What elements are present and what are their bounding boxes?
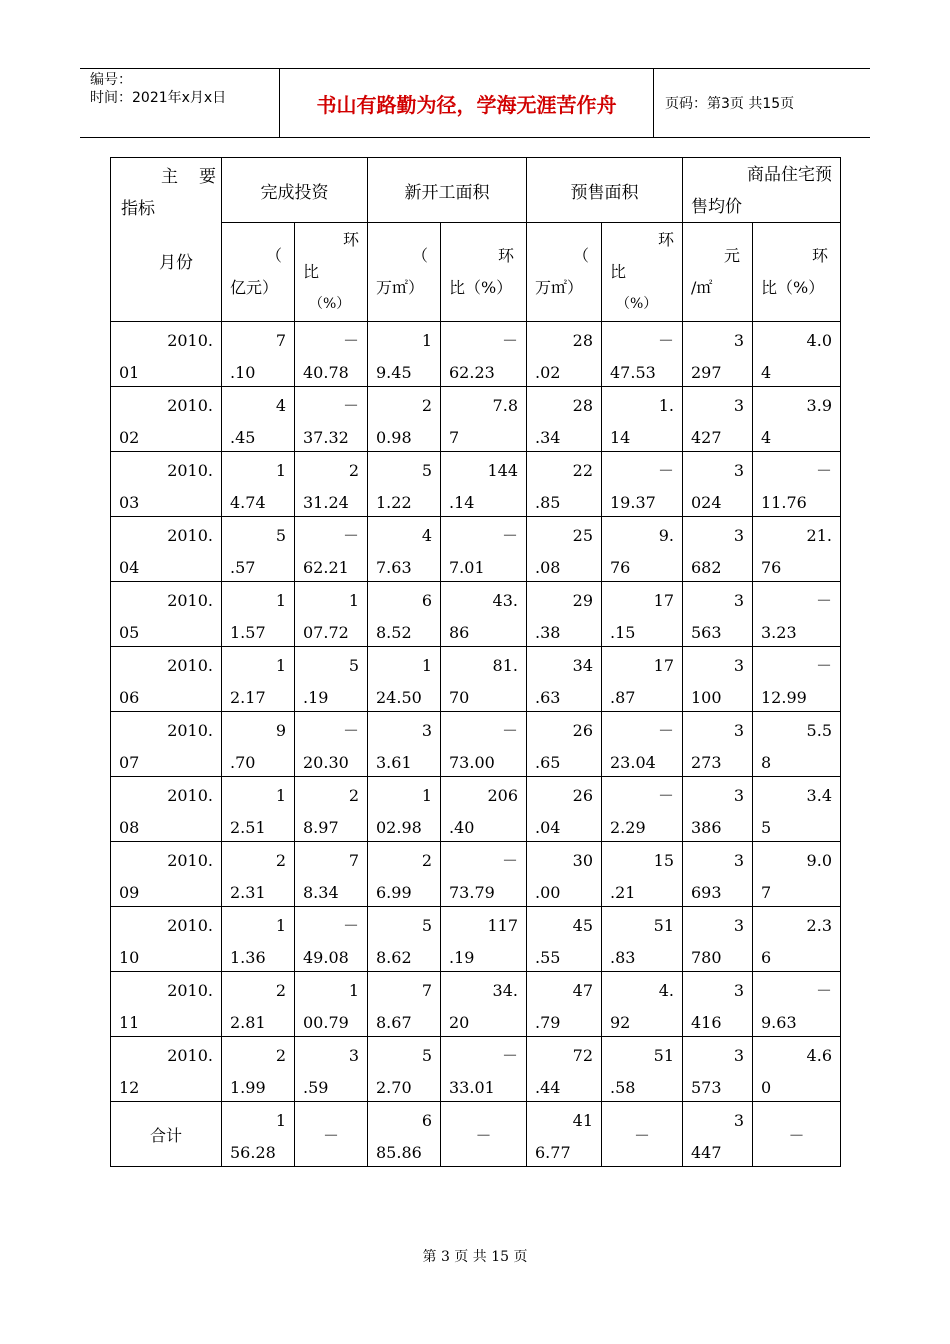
table-cell: 81. 70 <box>441 647 527 712</box>
table-cell: 144 .14 <box>441 452 527 517</box>
table-cell: 9 .70 <box>222 712 295 777</box>
table-cell: 30 .00 <box>527 842 602 907</box>
table-cell: 45 .55 <box>527 907 602 972</box>
table-cell: 2010. 04 <box>111 517 222 582</box>
table-cell: － 20.30 <box>295 712 368 777</box>
table-cell: 1 02.98 <box>368 777 441 842</box>
table-cell: 2010. 09 <box>111 842 222 907</box>
total-row <box>111 1102 841 1167</box>
group-header: 新开工面积 <box>368 158 527 223</box>
number-label: 编号： <box>90 72 132 88</box>
table-cell: 1 1.57 <box>222 582 295 647</box>
table-cell: 9.0 7 <box>753 842 841 907</box>
table-cell: － 49.08 <box>295 907 368 972</box>
table-cell: － 33.01 <box>441 1037 527 1102</box>
table-row <box>111 1037 841 1102</box>
table-row <box>111 712 841 777</box>
table-cell: 4.0 4 <box>753 322 841 387</box>
group-header: 完成投资 <box>222 158 368 223</box>
table-row <box>111 322 841 387</box>
table-cell: 3 386 <box>683 777 753 842</box>
table-cell: 3 682 <box>683 517 753 582</box>
table-cell: 1 2.51 <box>222 777 295 842</box>
unit-header: 环 比（%） <box>753 223 841 322</box>
table-row <box>111 972 841 1037</box>
table-cell: 22 .85 <box>527 452 602 517</box>
table-cell: 2 8.97 <box>295 777 368 842</box>
table-cell: 5 .57 <box>222 517 295 582</box>
table-cell: 29 .38 <box>527 582 602 647</box>
table-cell: 3 780 <box>683 907 753 972</box>
table-cell: 2 6.99 <box>368 842 441 907</box>
table-cell: 15 .21 <box>602 842 683 907</box>
table-cell: 5 8.62 <box>368 907 441 972</box>
table-cell: － 73.00 <box>441 712 527 777</box>
table-cell: 2010. 03 <box>111 452 222 517</box>
table-cell: 2 1.99 <box>222 1037 295 1102</box>
table-cell: 2010. 12 <box>111 1037 222 1102</box>
table-cell: 17 .15 <box>602 582 683 647</box>
table-cell: － 3.23 <box>753 582 841 647</box>
table-cell: 4 7.63 <box>368 517 441 582</box>
table-cell: 3 693 <box>683 842 753 907</box>
table-cell: 6 8.52 <box>368 582 441 647</box>
table-cell: 2010. 10 <box>111 907 222 972</box>
table-cell: 6 85.86 <box>368 1102 441 1167</box>
group-header: 预售面积 <box>527 158 683 223</box>
time-label: 时间：2021年x月x日 <box>90 90 227 106</box>
table-cell: 51 .83 <box>602 907 683 972</box>
unit-header: 元 /㎡ <box>683 223 753 322</box>
table-cell: 2 2.81 <box>222 972 295 1037</box>
table-cell: 2010. 07 <box>111 712 222 777</box>
table-cell: － <box>295 1102 368 1167</box>
table-cell: 2010. 02 <box>111 387 222 452</box>
table-cell: 2010. 11 <box>111 972 222 1037</box>
real-estate-table <box>110 157 841 1167</box>
table-cell: 2 31.24 <box>295 452 368 517</box>
table-cell: － <box>753 1102 841 1167</box>
table-cell: 25 .08 <box>527 517 602 582</box>
table-cell: 4. 92 <box>602 972 683 1037</box>
table-cell: 9. 76 <box>602 517 683 582</box>
table-cell: 3 273 <box>683 712 753 777</box>
table-cell: － <box>602 1102 683 1167</box>
table-cell: 21. 76 <box>753 517 841 582</box>
table-cell: 1. 14 <box>602 387 683 452</box>
table-row <box>111 777 841 842</box>
table-cell: 47 .79 <box>527 972 602 1037</box>
table-cell: 41 6.77 <box>527 1102 602 1167</box>
table-cell: － 11.76 <box>753 452 841 517</box>
table-cell: － 19.37 <box>602 452 683 517</box>
table-cell: － <box>441 1102 527 1167</box>
table-cell: 3.4 5 <box>753 777 841 842</box>
table-cell: 43. 86 <box>441 582 527 647</box>
table-cell: 5 1.22 <box>368 452 441 517</box>
table-cell: 2.3 6 <box>753 907 841 972</box>
table-cell: 28 .02 <box>527 322 602 387</box>
table-cell: 5 .19 <box>295 647 368 712</box>
table-cell: 5.5 8 <box>753 712 841 777</box>
unit-header: （ 万㎡） <box>527 223 602 322</box>
table-cell: － 9.63 <box>753 972 841 1037</box>
total-label: 合计 <box>111 1102 222 1167</box>
table-cell: 7.8 7 <box>441 387 527 452</box>
group-header: 商品住宅预 售均价 <box>683 158 841 223</box>
table-row <box>111 907 841 972</box>
table-cell: 51 .58 <box>602 1037 683 1102</box>
table-cell: － 7.01 <box>441 517 527 582</box>
table-cell: 4 .45 <box>222 387 295 452</box>
table-cell: 3 427 <box>683 387 753 452</box>
table-row <box>111 387 841 452</box>
table-cell: 1 2.17 <box>222 647 295 712</box>
table-cell: 3 573 <box>683 1037 753 1102</box>
table-cell: 5 2.70 <box>368 1037 441 1102</box>
table-cell: － 62.23 <box>441 322 527 387</box>
table-cell: 34 .63 <box>527 647 602 712</box>
table-cell: 26 .04 <box>527 777 602 842</box>
unit-header: 环 比 （%） <box>295 223 368 322</box>
table-cell: 7 8.34 <box>295 842 368 907</box>
table-cell: － 73.79 <box>441 842 527 907</box>
table-cell: 1 9.45 <box>368 322 441 387</box>
table-cell: 2010. 06 <box>111 647 222 712</box>
table-cell: 117 .19 <box>441 907 527 972</box>
table-cell: 7 .10 <box>222 322 295 387</box>
table-row <box>111 452 841 517</box>
unit-header: 环 比（%） <box>441 223 527 322</box>
table-cell: － 12.99 <box>753 647 841 712</box>
table-cell: 206 .40 <box>441 777 527 842</box>
unit-header: 环 比 （%） <box>602 223 683 322</box>
table-cell: － 40.78 <box>295 322 368 387</box>
table-cell: 2 2.31 <box>222 842 295 907</box>
table-cell: 26 .65 <box>527 712 602 777</box>
table-cell: － 2.29 <box>602 777 683 842</box>
header-meta <box>80 69 280 137</box>
table-row <box>111 842 841 907</box>
table-cell: 2010. 01 <box>111 322 222 387</box>
header-page-info: 页码：第3页 共15页 <box>665 96 795 112</box>
table-cell: － 62.21 <box>295 517 368 582</box>
table-cell: 3 024 <box>683 452 753 517</box>
table-cell: 3 416 <box>683 972 753 1037</box>
table-cell: － 47.53 <box>602 322 683 387</box>
table-cell: 3 3.61 <box>368 712 441 777</box>
table-cell: 34. 20 <box>441 972 527 1037</box>
table-row <box>111 647 841 712</box>
table-cell: 3 .59 <box>295 1037 368 1102</box>
page-footer: 第 3 页 共 15 页 <box>422 1249 528 1265</box>
table-cell: 3 100 <box>683 647 753 712</box>
table-cell: 1 24.50 <box>368 647 441 712</box>
table-cell: 3 563 <box>683 582 753 647</box>
header-motto: 书山有路勤为径，学海无涯苦作舟 <box>280 69 654 137</box>
table-cell: 28 .34 <box>527 387 602 452</box>
table-cell: 17 .87 <box>602 647 683 712</box>
table-cell: 72 .44 <box>527 1037 602 1102</box>
table-cell: 3 447 <box>683 1102 753 1167</box>
table-cell: 4.6 0 <box>753 1037 841 1102</box>
table-cell: 1 07.72 <box>295 582 368 647</box>
corner-header: 主 要 指标 月份 <box>111 158 222 322</box>
table-cell: － 37.32 <box>295 387 368 452</box>
table-cell: 1 00.79 <box>295 972 368 1037</box>
page-header <box>80 68 870 138</box>
table-cell: 2 0.98 <box>368 387 441 452</box>
unit-header: （ 亿元） <box>222 223 295 322</box>
table-cell: 3 297 <box>683 322 753 387</box>
table-cell: － 23.04 <box>602 712 683 777</box>
unit-header: （ 万㎡） <box>368 223 441 322</box>
table-cell: 1 1.36 <box>222 907 295 972</box>
table-cell: 2010. 05 <box>111 582 222 647</box>
table-cell: 3.9 4 <box>753 387 841 452</box>
table-cell: 2010. 08 <box>111 777 222 842</box>
table-row <box>111 517 841 582</box>
table-row <box>111 582 841 647</box>
table-cell: 1 56.28 <box>222 1102 295 1167</box>
table-cell: 1 4.74 <box>222 452 295 517</box>
table-cell: 7 8.67 <box>368 972 441 1037</box>
